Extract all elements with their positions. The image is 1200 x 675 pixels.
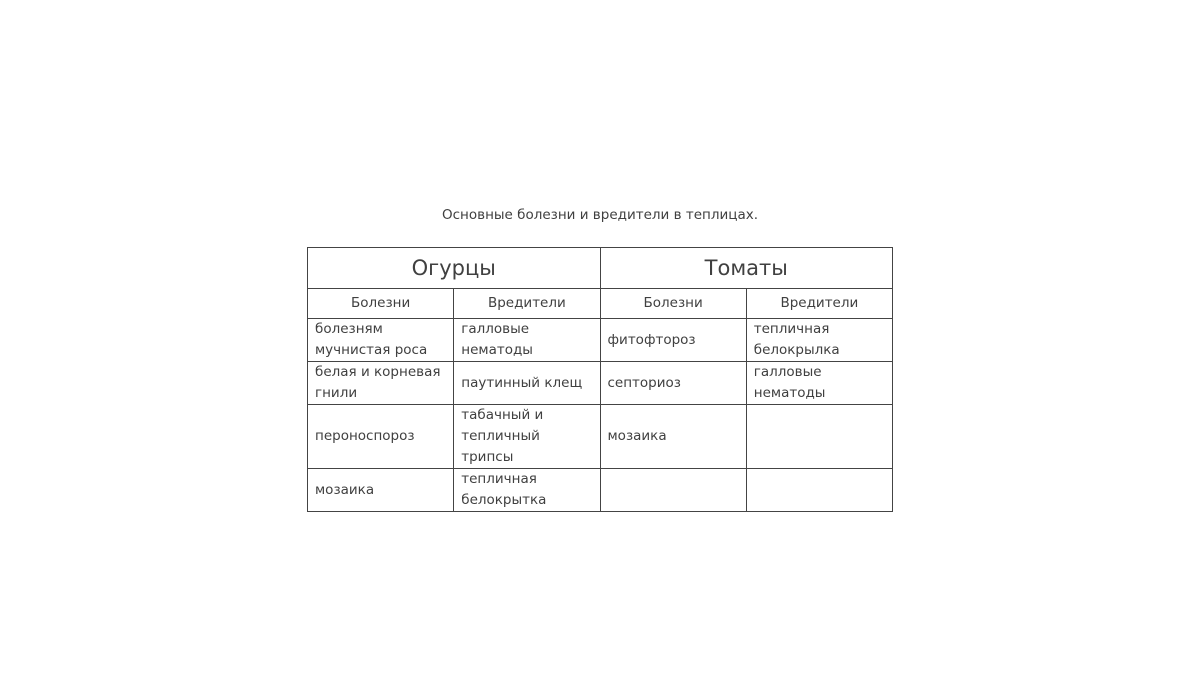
column-header: Вредители	[746, 289, 892, 319]
table-cell: пероноспороз	[308, 405, 454, 469]
table-cell: болезням мучнистая роса	[308, 319, 454, 362]
table-cell	[600, 469, 746, 512]
table-cell: мозаика	[308, 469, 454, 512]
column-header: Болезни	[308, 289, 454, 319]
table-cell	[746, 405, 892, 469]
table-cell: табачный и тепличный трипсы	[454, 405, 600, 469]
table-cell: белая и корневая гнили	[308, 362, 454, 405]
table-cell: фитофтороз	[600, 319, 746, 362]
table-row	[308, 469, 893, 512]
table-caption: Основные болезни и вредители в теплицах.	[441, 207, 759, 223]
group-header-tomatoes: Томаты	[600, 248, 893, 289]
diseases-pests-table	[307, 247, 893, 512]
table-cell	[746, 469, 892, 512]
group-header-cucumbers: Огурцы	[308, 248, 601, 289]
column-header: Вредители	[454, 289, 600, 319]
table-cell: септориоз	[600, 362, 746, 405]
table-cell: тепличная белокрылка	[746, 319, 892, 362]
table-cell: тепличная белокрытка	[454, 469, 600, 512]
table-cell: паутинный клещ	[454, 362, 600, 405]
table-row	[308, 319, 893, 362]
column-header: Болезни	[600, 289, 746, 319]
table-cell: мозаика	[600, 405, 746, 469]
table-row	[308, 362, 893, 405]
table-cell: галловые нематоды	[454, 319, 600, 362]
table-cell: галловые нематоды	[746, 362, 892, 405]
table-row	[308, 405, 893, 469]
